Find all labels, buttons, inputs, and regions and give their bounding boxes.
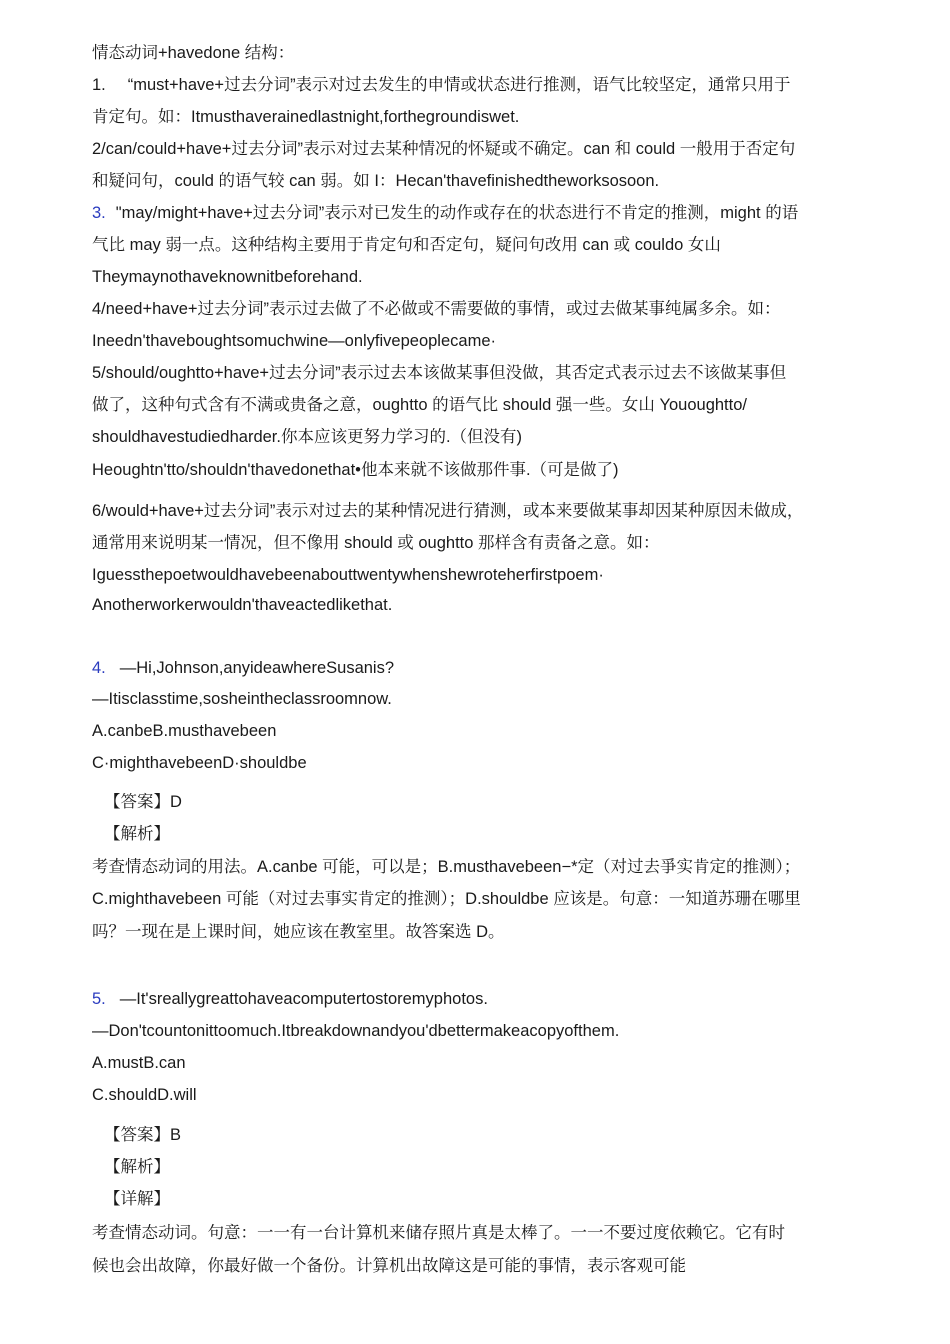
rule-5-line-4: Heoughtn'tto/shouldn'thavedonethat•他本来就不该做那件事.（可是做了) xyxy=(92,461,619,479)
rule-3-line-3: Theymaynothaveknownitbeforehand. xyxy=(92,268,363,286)
rule-6-line-1: 6/would+have+过去分词”表示对过去的某种情况进行猜测，或本来要做某事却因某种原因未做成， xyxy=(92,502,804,520)
question-5-options-cd: C.shouldD.will xyxy=(92,1086,197,1104)
question-4-analysis-line-1: 考查情态动词的用法。A.canbe 可能，可以是；B.musthavebeen−*定（对过去爭实肯定的推测）； xyxy=(92,858,801,876)
question-5-analysis-label: 【解析】 xyxy=(104,1158,170,1176)
rule-1-number: 1. xyxy=(92,76,106,94)
question-4-analysis-label: 【解析】 xyxy=(104,825,170,843)
question-4-options-cd: C·mighthavebeenD·shouldbe xyxy=(92,754,307,772)
question-5-analysis-line-1: 考查情态动词。句意：一一有一台计算机来储存照片真是太棒了。一一不要过度依赖它。它有时 xyxy=(92,1224,785,1242)
question-4-analysis-line-3: 吗？一现在是上课时间，她应该在教室里。故答案选 D。 xyxy=(92,923,505,941)
question-4-answer: 【答案】D xyxy=(104,793,182,811)
rule-5-line-2: 做了，这种句式含有不满或贵备之意，oughtto 的语气比 should 强一些。女山 Yououghtto/ xyxy=(92,396,747,414)
question-5-stem xyxy=(92,991,488,1008)
rule-5-line-1: 5/should/oughtto+have+过去分词”表示过去本该做某事但没做，其否定式表示过去不该做某事但 xyxy=(92,364,787,382)
question-5-number: 5. xyxy=(92,990,106,1008)
question-5-line-1: —It'sreallygreattohaveacomputertostoremyphotos. xyxy=(119,990,488,1008)
question-5-detail-label: 【详解】 xyxy=(104,1190,170,1208)
rule-3-line-1 xyxy=(92,205,798,222)
rule-1-text: “must+have+过去分词”表示对过去发生的申情或状态进行推测，语气比较坚定，通常只用于 xyxy=(127,76,791,94)
rule-1-line-2: 肯定句。如：Itmusthaverainedlastnight,forthegroundiswet. xyxy=(92,108,520,126)
rule-3-number: 3. xyxy=(92,204,106,222)
rule-2-line-2: 和疑问句，could 的语气较 can 弱。如 I：Hecan'thavefinishedtheworksosoon. xyxy=(92,172,660,190)
question-4-analysis-line-2: C.mighthavebeen 可能（对过去事实肯定的推测）；D.shouldbe 应该是。句意：一知道苏珊在哪里 xyxy=(92,890,801,908)
question-5-options-ab: A.mustB.can xyxy=(92,1054,186,1072)
section-heading: 情态动词+havedone 结构： xyxy=(92,44,295,62)
rule-6-line-3: Iguessthepoetwouldhavebeenabouttwentywhenshewroteherfirstpoem· xyxy=(92,566,604,584)
rule-6-line-2: 通常用来说明某一情况，但不像用 should 或 oughtto 那样含有责备之意。如： xyxy=(92,534,660,552)
question-5-analysis-line-2: 候也会出故障，你最好做一个备份。计算机出故障这是可能的事情，表示客观可能 xyxy=(92,1257,686,1275)
question-4-number: 4. xyxy=(92,659,106,677)
rule-4-line-2: Ineedn'thaveboughtsomuchwine—onlyfivepeoplecame· xyxy=(92,332,496,350)
rule-3-text: "may/might+have+过去分词”表示对已发生的动作或存在的状态进行不肯定的推测，might 的语 xyxy=(115,204,799,222)
question-4-options-ab: A.canbeB.musthavebeen xyxy=(92,722,277,740)
rule-5-line-3: shouldhavestudiedharder.你本应该更努力学习的.（但没有) xyxy=(92,428,523,446)
rule-6-line-4: Anotherworkerwouldn'thaveactedlikethat. xyxy=(92,596,393,614)
question-4-line-2: —Itisclasstime,sosheintheclassroomnow. xyxy=(92,690,392,708)
rule-2-line-1: 2/can/could+have+过去分词”表示对过去某种情况的怀疑或不确定。can 和 could 一般用于否定句 xyxy=(92,140,796,158)
rule-1-line-1 xyxy=(92,77,791,94)
question-5-answer: 【答案】B xyxy=(104,1126,182,1144)
rule-4-line-1: 4/need+have+过去分词”表示过去做了不必做或不需要做的事情，或过去做某事纯属多余。如： xyxy=(92,300,781,318)
question-4-line-1: —Hi,Johnson,anyideawhereSusanis? xyxy=(119,659,395,677)
question-4-stem xyxy=(92,660,394,677)
rule-3-line-2: 气比 may 弱一点。这种结构主要用于肯定句和否定句，疑问句改用 can 或 couldo 女山 xyxy=(92,236,721,254)
question-5-line-2: —Don'tcountonittoomuch.Itbreakdownandyou'dbettermakeacopyofthem. xyxy=(92,1022,620,1040)
